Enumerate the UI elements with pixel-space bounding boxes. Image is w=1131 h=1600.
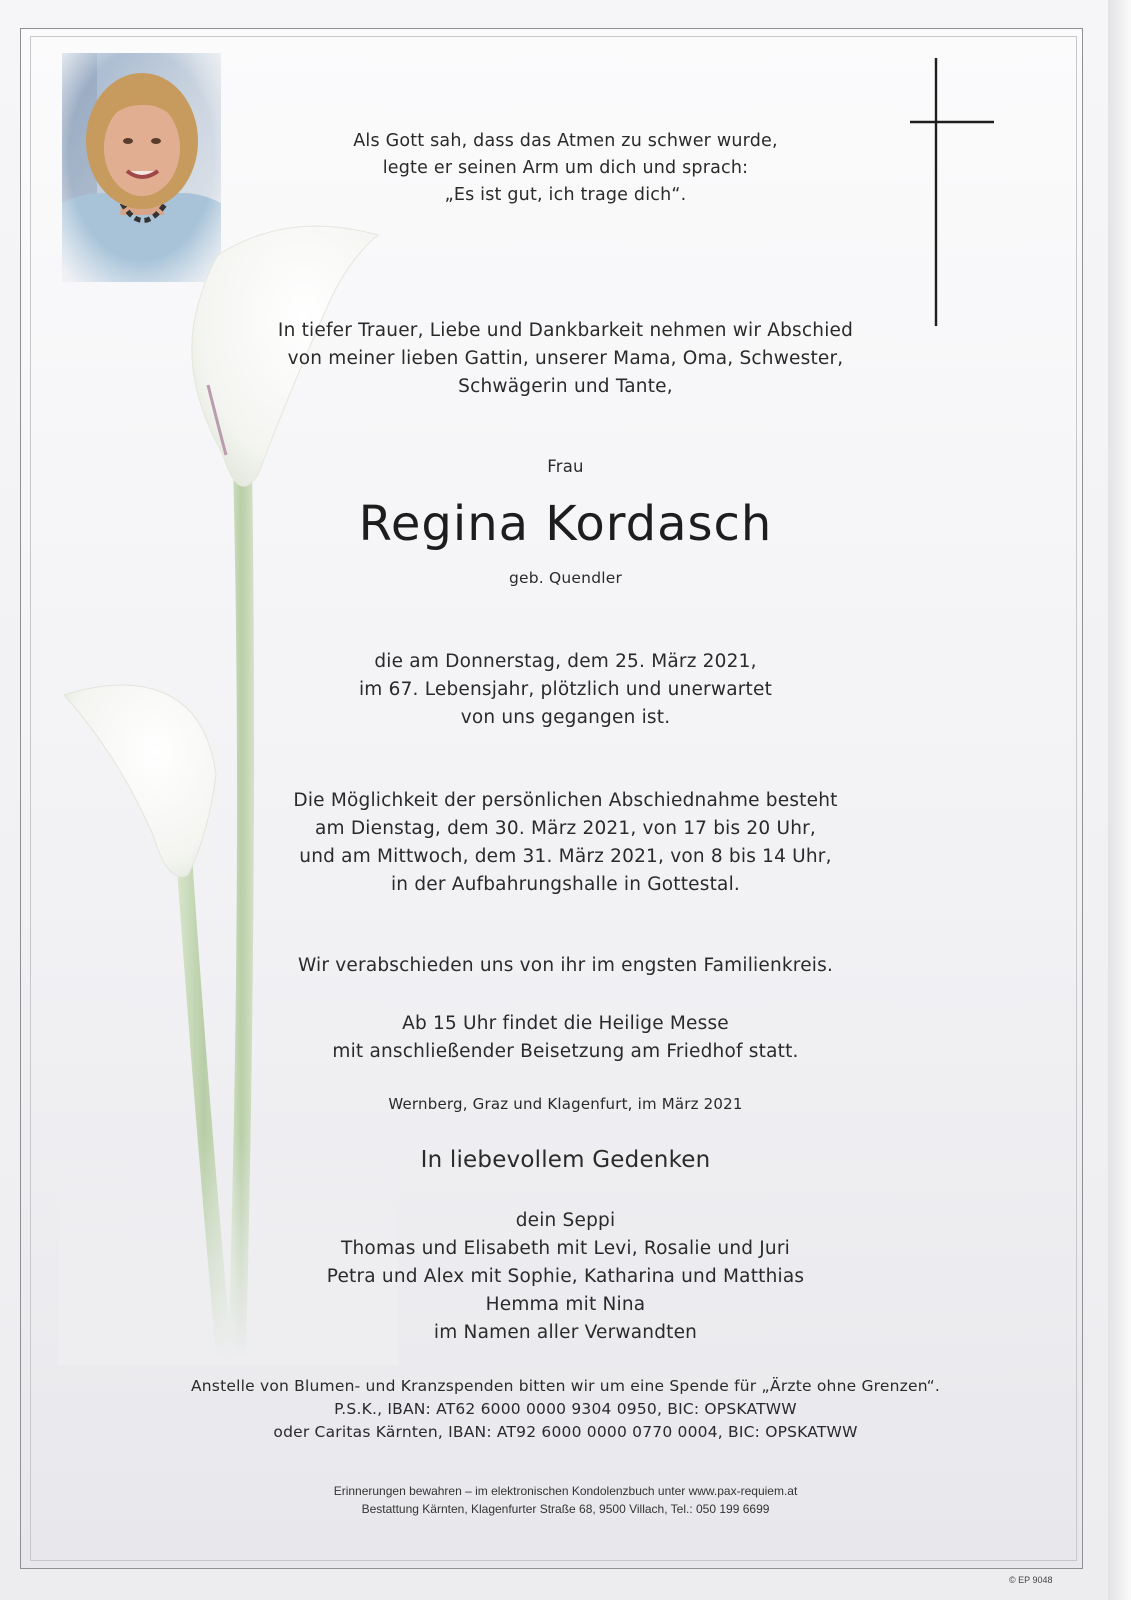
family-member: Petra und Alex mit Sophie, Katharina und Matthias (326, 1266, 805, 1287)
family-member: Thomas und Elisabeth mit Levi, Rosalie und Juri (341, 1238, 790, 1259)
death-line: die am Donnerstag, dem 25. März 2021, (374, 651, 757, 672)
death-line: von uns gegangen ist. (460, 707, 671, 728)
quote-line: „Es ist gut, ich trage dich“. (444, 185, 687, 205)
donation-line: P.S.K., IBAN: AT62 6000 0000 9304 0950, BIC: OPSKATWW (334, 1400, 797, 1418)
template-code: © EP 9048 (1009, 1575, 1053, 1585)
mass-info (0, 1010, 1131, 1066)
footer-line: Erinnerungen bewahren – im elektronischen Kondolenzbuch unter www.pax-requiem.at (333, 1484, 798, 1498)
place-date: Wernberg, Graz und Klagenfurt, im März 2021 (388, 1095, 743, 1113)
viewing-line: und am Mittwoch, dem 31. März 2021, von 8 bis 14 Uhr, (299, 846, 832, 867)
family-member: im Namen aller Verwandten (433, 1322, 698, 1343)
deceased-name: Regina Kordasch (358, 496, 773, 552)
mass-line: mit anschließender Beisetzung am Friedhof statt. (332, 1041, 799, 1062)
family-member: Hemma mit Nina (485, 1294, 646, 1315)
donation-request (0, 1375, 1131, 1444)
birth-name: geb. Quendler (508, 569, 623, 587)
mass-line: Ab 15 Uhr findet die Heilige Messe (402, 1013, 729, 1034)
viewing-line: in der Aufbahrungshalle in Gottestal. (390, 874, 741, 895)
viewing-line: am Dienstag, dem 30. März 2021, von 17 bis 20 Uhr, (315, 818, 816, 839)
intro-line: von meiner lieben Gattin, unserer Mama, Oma, Schwester, (287, 348, 844, 369)
death-notice (0, 648, 1131, 732)
intro-paragraph (0, 317, 1131, 401)
quote-line: Als Gott sah, dass das Atmen zu schwer wurde, (353, 131, 778, 151)
intro-line: Schwägerin und Tante, (458, 376, 673, 397)
death-line: im 67. Lebensjahr, plötzlich und unerwartet (358, 679, 773, 700)
donation-line: oder Caritas Kärnten, IBAN: AT92 6000 0000 0770 0004, BIC: OPSKATWW (273, 1423, 858, 1441)
viewing-info (0, 787, 1131, 899)
donation-line: Anstelle von Blumen- und Kranzspenden bitten wir um eine Spende für „Ärzte ohne Grenzen“. (190, 1377, 940, 1395)
funeral-note: Wir verabschieden uns von ihr im engsten Familienkreis. (297, 955, 834, 976)
viewing-line: Die Möglichkeit der persönlichen Abschiednahme besteht (293, 790, 838, 811)
family-member: dein Seppi (515, 1210, 616, 1231)
footer-info (0, 1482, 1131, 1518)
intro-line: In tiefer Trauer, Liebe und Dankbarkeit nehmen wir Abschied (277, 320, 854, 341)
footer-line: Bestattung Kärnten, Klagenfurter Straße 68, 9500 Villach, Tel.: 050 199 6699 (361, 1502, 770, 1516)
closing-phrase: In liebevollem Gedenken (420, 1147, 711, 1173)
quote-line: legte er seinen Arm um dich und sprach: (382, 158, 749, 178)
salutation: Frau (547, 457, 584, 476)
family-list (0, 1207, 1131, 1347)
opening-quote (0, 128, 1131, 209)
